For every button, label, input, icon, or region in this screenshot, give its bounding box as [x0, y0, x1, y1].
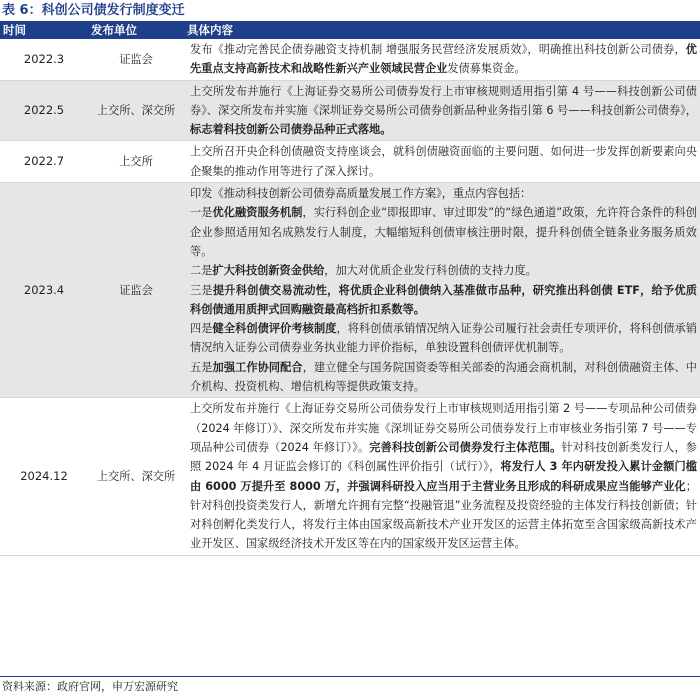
text-segment: ，建立健全与国务院国资委等相关部委的沟通会商机制，对科创债融资主体、中介机构、投资机构、增信机构等提供政策支持。: [190, 360, 697, 394]
row-content: [184, 141, 700, 183]
text-segment: 上交所发布并施行《上海证券交易所公司债券发行上市审核规则适用指引第 4 号——科技创新公司债券》、深交所发布并实施《深圳证券交易所公司债券创新品种业务指引第 6 号——科技创新公司债券》，: [190, 84, 697, 117]
content-paragraph: [190, 184, 697, 203]
text-segment: 一是: [190, 206, 213, 220]
bold-text: 标志着科技创新公司债券品种正式落地。: [190, 123, 392, 137]
content-paragraph: [190, 203, 697, 261]
table-row: [0, 80, 700, 141]
header-time: 时间: [0, 21, 88, 39]
table-row: [0, 398, 700, 555]
row-content: [184, 39, 700, 80]
bold-text: 完善科技创新公司债券发行主体范围。: [369, 440, 562, 454]
bold-text: 提升科创债交易流动性，将优质企业科创债纳入基准做市品种，研究推出科创债 ETF，给予优质科创债通用质押式回购融资最高档折扣系数等。: [190, 283, 697, 316]
row-content: [184, 80, 700, 141]
text-segment: 二是: [190, 264, 213, 278]
content-paragraph: [190, 319, 697, 358]
table-header-row: [0, 21, 700, 39]
text-segment: 针对科技创新类发行人，参照 2024 年 4 月证监会修订的《科创属性评价指引（试行）》，: [190, 440, 697, 474]
bold-text: 扩大科技创新资金供给: [212, 264, 325, 278]
bold-text: 健全科创债评价考核制度: [212, 322, 337, 336]
row-time: 2024.12: [0, 398, 88, 555]
content-paragraph: [190, 82, 697, 140]
row-time: 2022.3: [0, 39, 88, 80]
text-segment: 四是: [190, 322, 213, 336]
text-segment: ，加大对优质企业发行科创债的支持力度。: [324, 264, 537, 278]
content-paragraph: [190, 358, 697, 397]
row-unit: 上交所、深交所: [88, 80, 184, 141]
bold-text: 优先重点支持高新技术和战略性新兴产业领域民营企业: [190, 43, 697, 76]
table-row: [0, 39, 700, 80]
policy-table: [0, 21, 700, 556]
row-unit: 证监会: [88, 183, 184, 398]
text-segment: 发债募集资金。: [447, 62, 526, 76]
row-time: 2023.4: [0, 183, 88, 398]
table-title: 表 6：科创公司债发行制度变迁: [2, 3, 185, 18]
text-segment: 五是: [190, 360, 213, 374]
text-segment: 三是: [190, 283, 213, 297]
row-time: 2022.5: [0, 80, 88, 141]
content-paragraph: [190, 40, 697, 79]
content-paragraph: [190, 142, 697, 181]
content-paragraph: [190, 261, 697, 280]
text-segment: ，将科创债承销情况纳入证券公司履行社会责任专项评价，将科创债承销情况纳入证券公司债券业务执业能力评价指标，单独设置科创债评优机制等。: [190, 322, 697, 355]
row-unit: 证监会: [88, 39, 184, 80]
text-segment: ，实行科创企业“即报即审、审过即发”的“绿色通道”政策，允许符合条件的科创企业参照适用知名成熟发行人制度，大幅缩短科创债审核注册时限，提升科创债全链条业务服务质效等。: [190, 206, 697, 258]
row-content: [184, 398, 700, 555]
row-content: [184, 183, 700, 398]
table-row: [0, 183, 700, 398]
bold-text: 将发行人 3 年内研发投入累计金额门槛由 6000 万提升至 8000 万，并强调科研投入应当用于主营业务且形成的科研成果应当能够产业化: [190, 460, 697, 493]
row-time: 2022.7: [0, 141, 88, 183]
content-paragraph: [190, 399, 697, 553]
row-unit: 上交所、深交所: [88, 398, 184, 555]
header-content: 具体内容: [184, 21, 700, 39]
table-bottom-rule: [0, 676, 700, 677]
row-unit: 上交所: [88, 141, 184, 183]
bold-text: 优化融资服务机制: [212, 206, 303, 220]
table-row: [0, 141, 700, 183]
text-segment: 上交所发布并施行《上海证券交易所公司债券发行上市审核规则适用指引第 2 号——专项品种公司债券（2024 年修订）》、深交所发布并实施《深圳证券交易所公司债券发行上市审核业务指引第 7 号——专项品种公司债券（2024 年修订）》。: [190, 402, 697, 454]
text-segment: ；针对科创投资类发行人，新增允许拥有完整“投融管退”业务流程及投资经验的主体发行科技创新债；针对科创孵化类发行人，将发行主体由国家级高新技术产业开发区的运营主体拓宽至含国家级高新技术产业开发区、国家级经济技术开发区等在内的国家级开发区运营主体。: [190, 479, 697, 551]
text-segment: 发布《推动完善民企债券融资支持机制 增强服务民营经济发展质效》，明确推出科技创新公司债券，: [190, 43, 686, 56]
text-segment: 印发《推动科技创新公司债券高质量发展工作方案》，重点内容包括：: [190, 187, 532, 201]
source-note: 资料来源：政府官网，申万宏源研究: [2, 680, 178, 693]
text-segment: 上交所召开央企科创债融资支持座谈会，就科创债融资面临的主要问题、如何进一步发挥创新要素向央企聚集的推动作用等进行了深入探讨。: [190, 145, 697, 178]
content-paragraph: [190, 281, 697, 320]
bold-text: 加强工作协同配合: [212, 360, 303, 374]
header-unit: 发布单位: [88, 21, 184, 39]
